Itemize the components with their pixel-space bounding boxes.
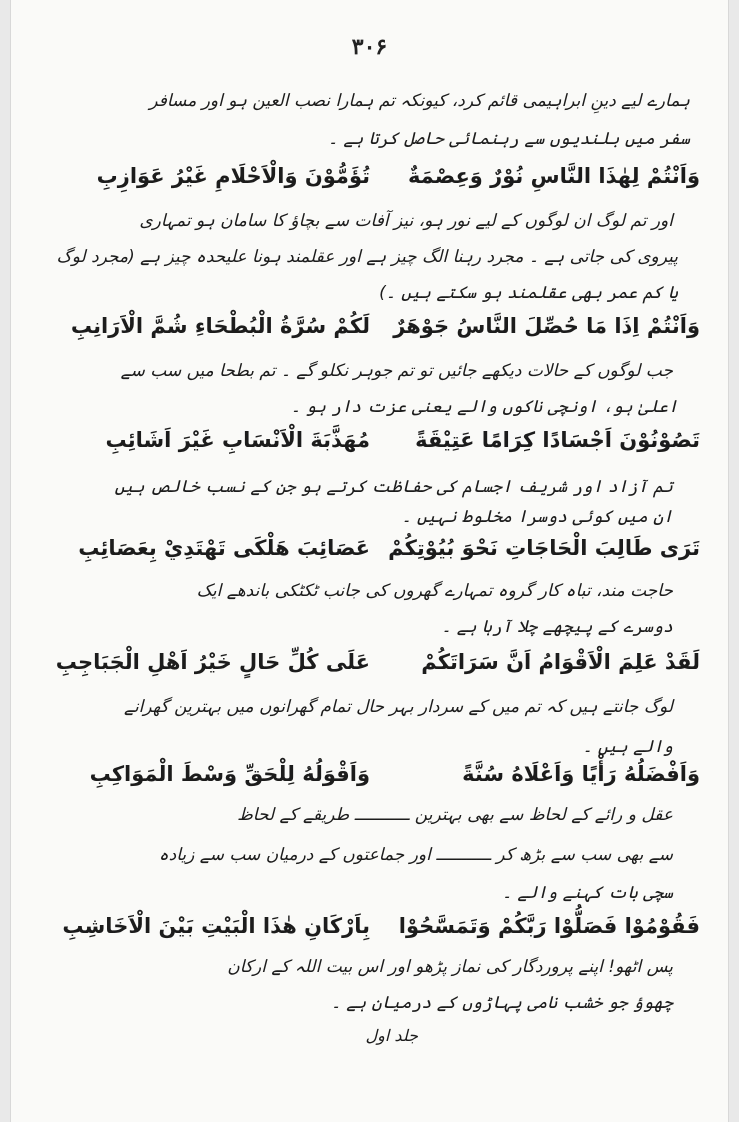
verse-second-half: بِاَرْكَانِ هٰذَا الْبَيْتِ بَيْنَ الْاَخَاشِبِ xyxy=(62,914,370,938)
verse-second-half: لَكُمْ سُرَّةُ الْبُطْحَاءِ شُمَّ الْاَرَانِبِ xyxy=(70,314,370,338)
text-line: سچی بات کہنے والے ۔ xyxy=(501,883,673,903)
verse-first-half: وَاَنْتُمْ اِذَا مَا حُصِّلَ النَّاسُ جَوْهَرٌ xyxy=(393,314,700,338)
text-line: تم آزاد اور شریف اجسام کی حفاظت کرتے ہو جن کے نسب خالص ہیں xyxy=(114,477,673,497)
text-line: اور تم لوگ ان لوگوں کے لیے نور ہو، نیز آفات سے بچاؤ کا سامان ہو تمہاری xyxy=(139,211,673,231)
verse-second-half: عَلَى كُلِّ حَالٍ خَيْرُ اَهْلِ الْجَبَاجِبِ xyxy=(55,650,370,674)
verse-line xyxy=(11,428,730,460)
verse-line xyxy=(11,762,730,794)
book-page xyxy=(10,0,729,1122)
text-line: لوگ جانتے ہیں کہ تم میں کے سردار بہر حال تمام گھرانوں میں بہترین گھرانے xyxy=(123,697,673,717)
text-line: سے بھی سب سے بڑھ کر ـــــــــــ اور جماعتوں کے درمیان سب سے زیادہ xyxy=(158,845,673,865)
text-line: جب لوگوں کے حالات دیکھے جائیں تو تم جوہر نکلو گے ۔ تم بطحا میں سب سے xyxy=(120,361,673,381)
text-line: اعلیٰ ہو، اونچی ناکوں والے یعنی عزت دار ہو ۔ xyxy=(290,397,678,417)
verse-second-half: عَصَائِبَ هَلْكَى تَهْتَدِيْ بِعَصَائِبِ xyxy=(78,536,370,560)
text-line: والے ہیں ۔ xyxy=(582,737,673,757)
text-line: ہمارے لیے دینِ ابراہیمی قائم کرد، کیونکہ تم ہمارا نصب العین ہو اور مسافر xyxy=(149,91,690,111)
text-line: چھوؤ جو خشب نامی پہاڑوں کے درمیان ہے ۔ xyxy=(330,993,673,1013)
verse-line xyxy=(11,536,730,568)
text-line: یا کم عمر بھی عقلمند ہو سکتے ہیں ۔) xyxy=(379,283,678,303)
volume-footer: جلد اول xyxy=(365,1026,418,1045)
verse-first-half: وَاَنْتُمْ لِهٰذَا النَّاسِ نُوْرٌ وَعِصْمَةٌ xyxy=(407,164,700,188)
verse-first-half: فَقُوْمُوْا فَصَلُّوْا رَبَّكُمْ وَتَمَسَّحُوْا xyxy=(398,914,700,938)
text-line: پیروی کی جاتی ہے ۔ مجرد رہنا الگ چیز ہے اور عقلمند ہونا علیحدہ چیز ہے (مجرد لوگ xyxy=(56,247,678,267)
page-number: ۳۰۶ xyxy=(351,34,388,60)
text-line: دوسرے کے پیچھے چلا آرہا ہے ۔ xyxy=(441,617,673,637)
text-line: پس اٹھو! اپنے پروردگار کی نماز پڑھو اور اس بیت اللہ کے ارکان xyxy=(227,957,673,977)
verse-first-half: لَقَدْ عَلِمَ الْاَقْوَامُ اَنَّ سَرَاتَكُمْ xyxy=(421,650,700,674)
verse-line xyxy=(11,650,730,682)
verse-first-half: تَرَى طَالِبَ الْحَاجَاتِ نَحْوَ بُيُوْتِكُمْ xyxy=(388,536,700,560)
text-line: عقل و رائے کے لحاظ سے بھی بہترین ـــــــــــ طریقے کے لحاظ xyxy=(237,805,673,825)
text-line: ان میں کوئی دوسرا مخلوط نہیں ۔ xyxy=(401,507,673,527)
verse-line xyxy=(11,914,730,946)
verse-second-half: تُؤَمُّوْنَ وَالْاَحْلَامِ غَيْرُ عَوَازِبِ xyxy=(96,164,370,188)
text-line: سفر میں بلندیوں سے رہنمائی حاصل کرتا ہے ۔ xyxy=(328,129,690,149)
verse-line xyxy=(11,314,730,346)
verse-first-half: وَاَفْضَلُهُ رَأْيًا وَاَعْلَاهُ سُنَّةً xyxy=(462,762,700,786)
verse-line xyxy=(11,164,730,196)
verse-second-half: وَاَقْوَلُهُ لِلْحَقِّ وَسْطَ الْمَوَاكِبِ xyxy=(89,762,370,786)
verse-first-half: تَصُوْنُوْنَ اَجْسَادًا كِرَامًا عَتِيْقَةً xyxy=(415,428,700,452)
verse-second-half: مُهَذَّبَةَ الْاَنْسَابِ غَيْرَ اَشَائِبِ xyxy=(105,428,370,452)
text-line: حاجت مند، تباہ کار گروہ تمہارے گھروں کی جانب ٹکٹکی باندھے ایک xyxy=(196,581,673,601)
